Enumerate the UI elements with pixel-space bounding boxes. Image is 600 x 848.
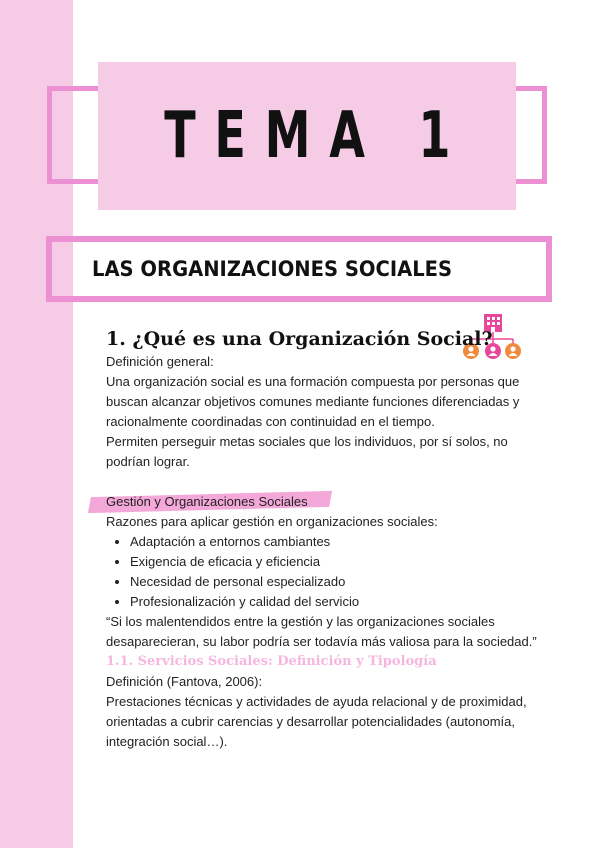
list-item: • Exigencia de eficacia y eficiencia (130, 552, 546, 572)
content-body (106, 326, 546, 752)
list-item: • Necesidad de personal especializado (130, 572, 546, 592)
list-item: • Adaptación a entornos cambiantes (130, 532, 546, 552)
gestion-highlight: Gestión y Organizaciones Sociales (106, 492, 330, 512)
subtitle-box (46, 236, 552, 302)
section-1-heading: 1. ¿Qué es una Organización Social? (106, 328, 493, 350)
page-title: TEMA 1 (164, 99, 470, 173)
section-1-1-def-label: Definición (Fantova, 2006): (106, 674, 263, 689)
section-1-1-def-text: Prestaciones técnicas y actividades de ayuda relacional y de proximidad, orientadas a cubrir carencias y desarrollar potencialidades (autonomía, integración social…). (106, 694, 527, 749)
list-item: • Profesionalización y calidad del servicio (130, 592, 546, 612)
section-1-def-text: Una organización social es una formación compuesta por personas que buscan alcanzar objetivos comunes mediante funciones diferenciadas y racionalmente coordinadas con continuidad en el tiempo. (106, 374, 520, 429)
gestion-intro: Razones para aplicar gestión en organizaciones sociales: (106, 514, 438, 529)
gestion-reasons-list (106, 532, 546, 612)
section-1-1-heading: 1.1. Servicios Sociales: Definición y Tipología (106, 654, 437, 669)
section-1-def-text-2: Permiten perseguir metas sociales que los individuos, por sí solos, no podrían lograr. (106, 434, 508, 469)
gestion-quote: “Si los malentendidos entre la gestión y las organizaciones sociales desaparecieran, su labor podría ser todavía más valiosa para la sociedad.” (106, 614, 537, 649)
page-subtitle: LAS ORGANIZACIONES SOCIALES (92, 257, 453, 281)
title-box (98, 62, 516, 210)
section-1-def-label: Definición general: (106, 354, 214, 369)
